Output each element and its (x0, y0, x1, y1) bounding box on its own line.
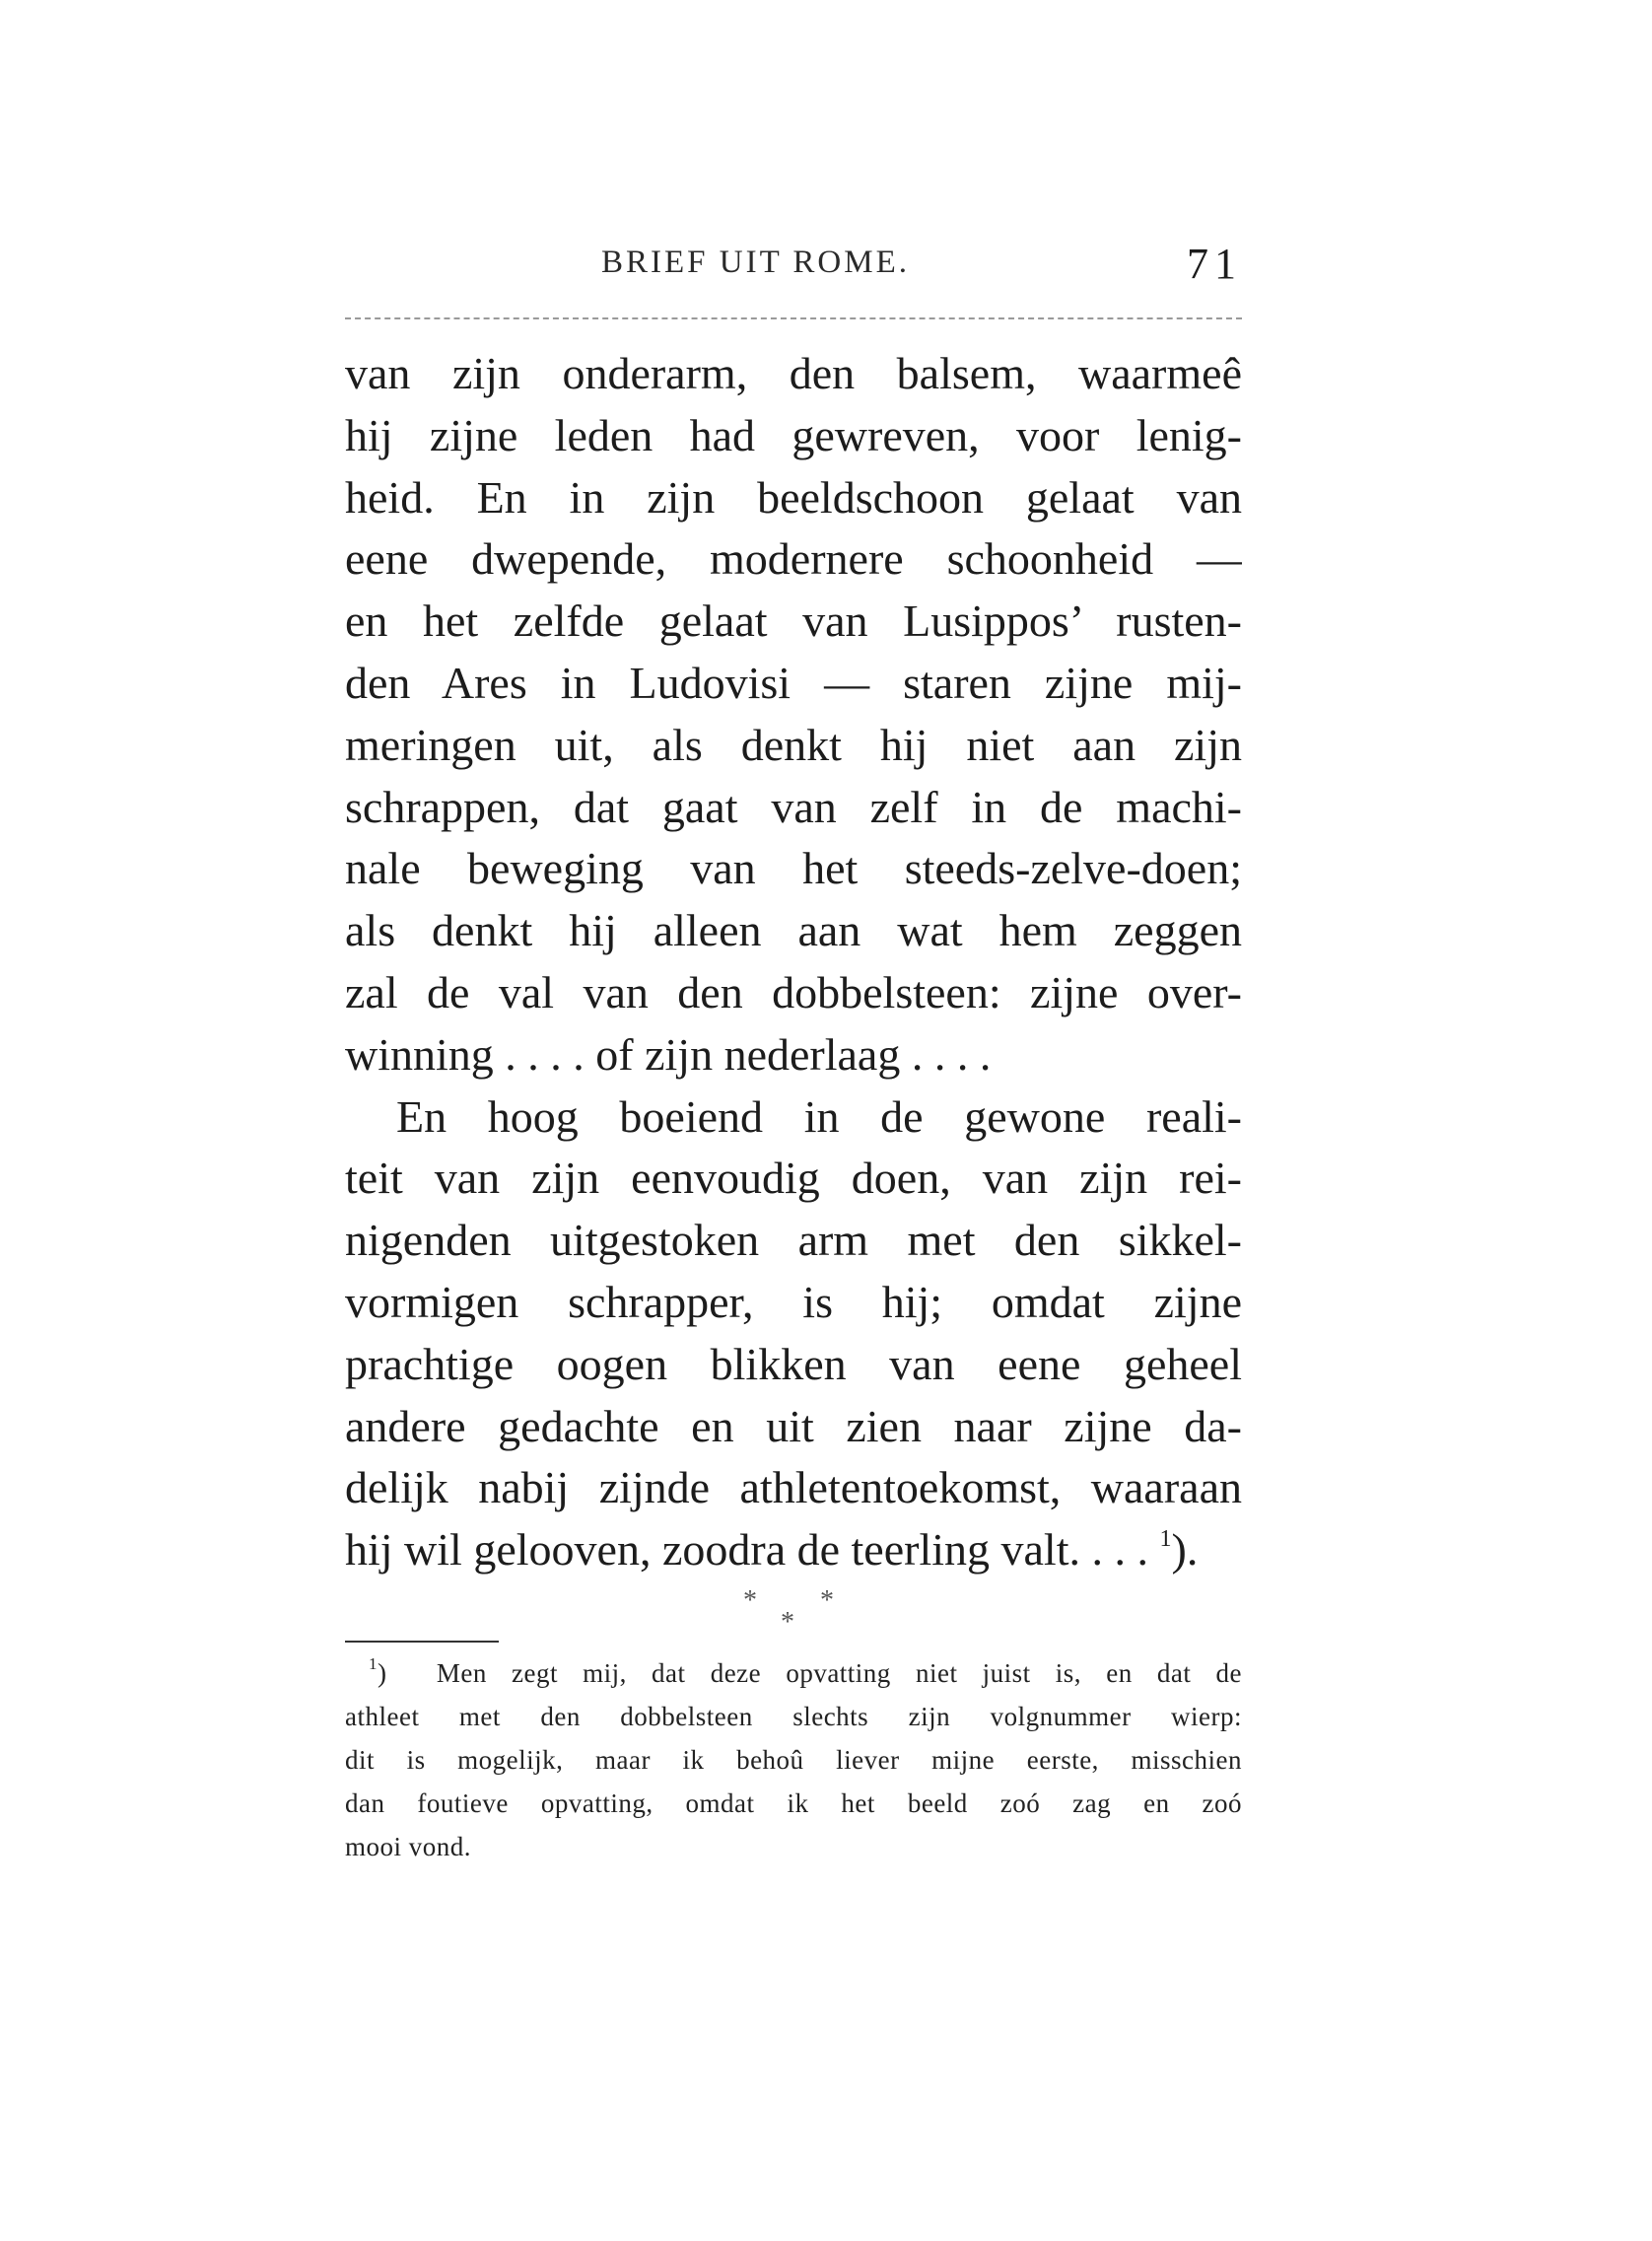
footnote-reference: 1 (1159, 1526, 1172, 1553)
text-line: zal de val van den dobbelsteen: zijne over- (345, 966, 1242, 1017)
running-title: BRIEF UIT ROME. (601, 245, 910, 280)
header-rule (345, 317, 1242, 319)
footnote (345, 1651, 1242, 1868)
text-line: meringen uit, als denkt hij niet aan zijn (345, 719, 1242, 770)
footnote-line: dit is mogelijk, maar ik behoû liever mijne eerste, misschien (345, 1745, 1242, 1775)
text-line: nale beweging van het steeds-zelve-doen; (345, 843, 1242, 894)
footnote-line: dan foutieve opvatting, omdat ik het beeld zoó zag en zoó (345, 1788, 1242, 1818)
text-line: nigenden uitgestoken arm met den sikkel- (345, 1215, 1242, 1266)
text-line: heid. En in zijn beeldschoon gelaat van (345, 471, 1242, 523)
text-line: van zijn onderarm, den balsem, waarmeê (345, 348, 1242, 398)
text-line: winning . . . . of zijn nederlaag . . . . (345, 1028, 992, 1080)
text-line: den Ares in Ludovisi — staren zijne mij- (345, 657, 1242, 708)
running-head (345, 240, 1242, 304)
text-line: als denkt hij alleen aan wat hem zeggen (345, 905, 1242, 956)
asterisk-icon: * (743, 1585, 757, 1616)
text-line: en het zelfde gelaat van Lusippos’ rusten- (345, 595, 1242, 647)
text-line: En hoog boeiend in de gewone reali- (396, 1090, 1242, 1142)
footnote-marker: 1 (369, 1654, 378, 1673)
text-line-content: hij wil gelooven, zoodra de teerling valt. . . . (345, 1524, 1148, 1576)
asterisk-icon: * (781, 1607, 794, 1638)
text-line-end: ). (1171, 1524, 1199, 1576)
text-line: eene dwepende, modernere schoonheid — (345, 533, 1242, 585)
section-break-asterism (729, 1585, 848, 1645)
page-number: 71 (1187, 240, 1242, 288)
text-line: schrappen, dat gaat van zelf in de machi- (345, 781, 1242, 832)
footnote-marker-close: ) (378, 1658, 387, 1688)
body-text (345, 343, 1242, 1581)
text-line: vormigen schrapper, is hij; omdat zijne (345, 1276, 1242, 1327)
text-line (345, 1519, 1242, 1581)
footnote-line: mooi vond. (345, 1832, 472, 1861)
text-line: hij zijne leden had gewreven, voor lenig- (345, 409, 1242, 460)
footnote-line (345, 1651, 1242, 1695)
text-line: prachtige oogen blikken van eene geheel (345, 1338, 1242, 1389)
footnote-line: athleet met den dobbelsteen slechts zijn volgnummer wierp: (345, 1702, 1242, 1731)
text-line: andere gedachte en uit zien naar zijne da- (345, 1400, 1242, 1451)
text-line: delijk nabij zijnde athletentoekomst, waaraan (345, 1462, 1242, 1513)
footnote-line-text: Men zegt mij, dat deze opvatting niet juist is, en dat de (436, 1658, 1242, 1688)
asterisk-icon: * (820, 1585, 834, 1616)
text-line: teit van zijn eenvoudig doen, van zijn rei- (345, 1153, 1242, 1204)
footnote-rule (345, 1641, 499, 1643)
